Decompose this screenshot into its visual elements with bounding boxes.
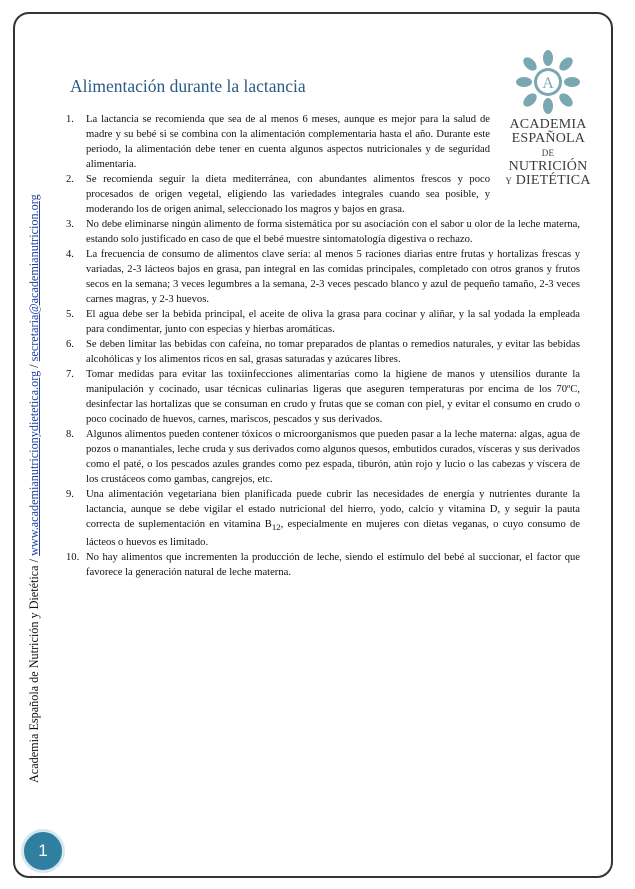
logo-line4b: DIETÉTICA	[515, 173, 591, 188]
item-text: Una alimentación vegetariana bien planificada puede cubrir las necesidades de energía y nutrientes durante la lactancia, aunque se debe vigilar el estado nutricional del hierro, yodo, calcio y vitamina D, y seguir la pauta correcta de suplementación en vitamina B	[86, 489, 580, 530]
item-number: 10.	[66, 552, 80, 564]
page-number: 1	[38, 841, 48, 860]
email-link[interactable]: secretaria@academianutricion.org	[27, 194, 41, 362]
page-title: Alimentación durante la lactancia	[70, 76, 306, 96]
sidebar-separator: /	[27, 555, 41, 566]
list-item	[64, 247, 580, 307]
item-number: 4.	[66, 249, 74, 260]
logo-line1: ACADEMIA	[509, 117, 587, 132]
sidebar-footer	[27, 194, 41, 783]
list-item	[64, 307, 580, 337]
list-item	[64, 427, 580, 487]
list-item	[64, 367, 580, 427]
subscript: 12	[271, 522, 281, 533]
item-text: No debe eliminarse ningún alimento de forma sistemática por su asociación con el sabor u olor de la leche materna, estando solo justificado en caso de que el bebé muestre sintomatología digestiva o rechazo.	[86, 219, 580, 245]
item-text: Algunos alimentos pueden contener tóxicos o microorganismos que pueden pasar a la leche materna: algas, agua de pozos o manantiales, leche cruda y sus derivados como algunos quesos, embutidos curados, vísceras y sus derivados como el paté, o los pescados azules grandes como pez espada, tiburón, atún rojo y lucio o las cabezas y víscera de los crustáceos como gambas, cangrejos, etc.	[86, 429, 580, 485]
logo-line2b: DE	[541, 148, 555, 158]
list-item	[64, 112, 490, 172]
item-number: 7.	[66, 369, 74, 380]
item-text: El agua debe ser la bebida principal, el aceite de oliva la grasa para cocinar y aliñar, y la sal yodada la empleada para condimentar, junto con especias y hierbas aromáticas.	[86, 309, 580, 335]
org-name: Academia Española de Nutrición y Dietética	[27, 565, 41, 783]
item-number: 6.	[66, 339, 74, 350]
item-text: Tomar medidas para evitar las toxiinfecciones alimentarias como la higiene de manos y utensilios durante la manipulación y cocinado, usar técnicas culinarias ligeras que aseguren temperaturas por encima de los 70ºC, desinfectar las hortalizas que se consuman en crudo y frutas que se coman con piel, y evitar el consumo en crudo o poco cocinado de huevos, carnes, mariscos, pescados y sus derivados.	[86, 369, 580, 425]
item-number: 9.	[66, 489, 74, 500]
item-number: 5.	[66, 309, 74, 320]
list-item	[64, 487, 580, 550]
logo-line2a: ESPAÑOLA	[511, 131, 585, 146]
item-text: Se recomienda seguir la dieta mediterránea, con abundantes alimentos frescos y poco procesados de origen vegetal, eligiendo las variedades integrales cuando sea posible, y moderando los de origen animal, seleccionado los magros y bajos en grasa.	[86, 174, 490, 215]
website-link[interactable]: www.academianutricionydietetica.org	[27, 370, 41, 556]
item-text: Se deben limitar las bebidas con cafeína, no tomar preparados de plantas o remedios naturales, y evitar las bebidas alcohólicas y los alimentos ricos en sal, grasas saturadas y azúcares libres.	[86, 339, 580, 365]
item-text-continued: , especialmente en mujeres con dietas veganas, o cuyo consumo de lácteos o huevos es limitado.	[86, 519, 580, 549]
item-text: La lactancia se recomienda que sea de al menos 6 meses, aunque es mejor para la salud de madre y su bebé si se combina con la alimentación complementaria hasta el año. Durante este periodo, la alimentación debe tener en cuenta algunos aspectos nutricionales y de seguridad alimentaria.	[86, 114, 490, 170]
item-number: 2.	[66, 174, 74, 185]
logo-letter: A	[542, 75, 554, 92]
logo-line4a: Y	[505, 176, 513, 186]
item-number: 3.	[66, 219, 74, 230]
sidebar-separator-2: /	[27, 361, 41, 371]
list-item	[64, 217, 580, 247]
list-item	[64, 550, 580, 580]
list-item	[64, 172, 490, 217]
ornamental-leaf-emblem-with-letter-icon	[516, 50, 580, 114]
recommendations-list	[64, 112, 580, 580]
item-text: No hay alimentos que incrementen la producción de leche, siendo el estímulo del bebé al succionar, el factor que favorece la generación natural de leche materna.	[86, 552, 580, 579]
list-item	[64, 337, 580, 367]
page-number-badge	[21, 829, 65, 873]
item-number: 1.	[66, 114, 74, 125]
item-number: 8.	[66, 429, 74, 440]
logo-line3: NUTRICIÓN	[508, 159, 588, 174]
item-text: La frecuencia de consumo de alimentos clave sería: al menos 5 raciones diarias entre frutas y hortalizas frescas y variadas, 2-3 lácteos bajos en grasa, pan integral en las comidas principales, completado con otros granos y frutos secos en la semana; 3 veces legumbres a la semana, 2-3 veces pescado blanco y azul de pequeño tamaño, 2-3 veces carnes magras, y 2-3 huevos.	[86, 249, 580, 305]
